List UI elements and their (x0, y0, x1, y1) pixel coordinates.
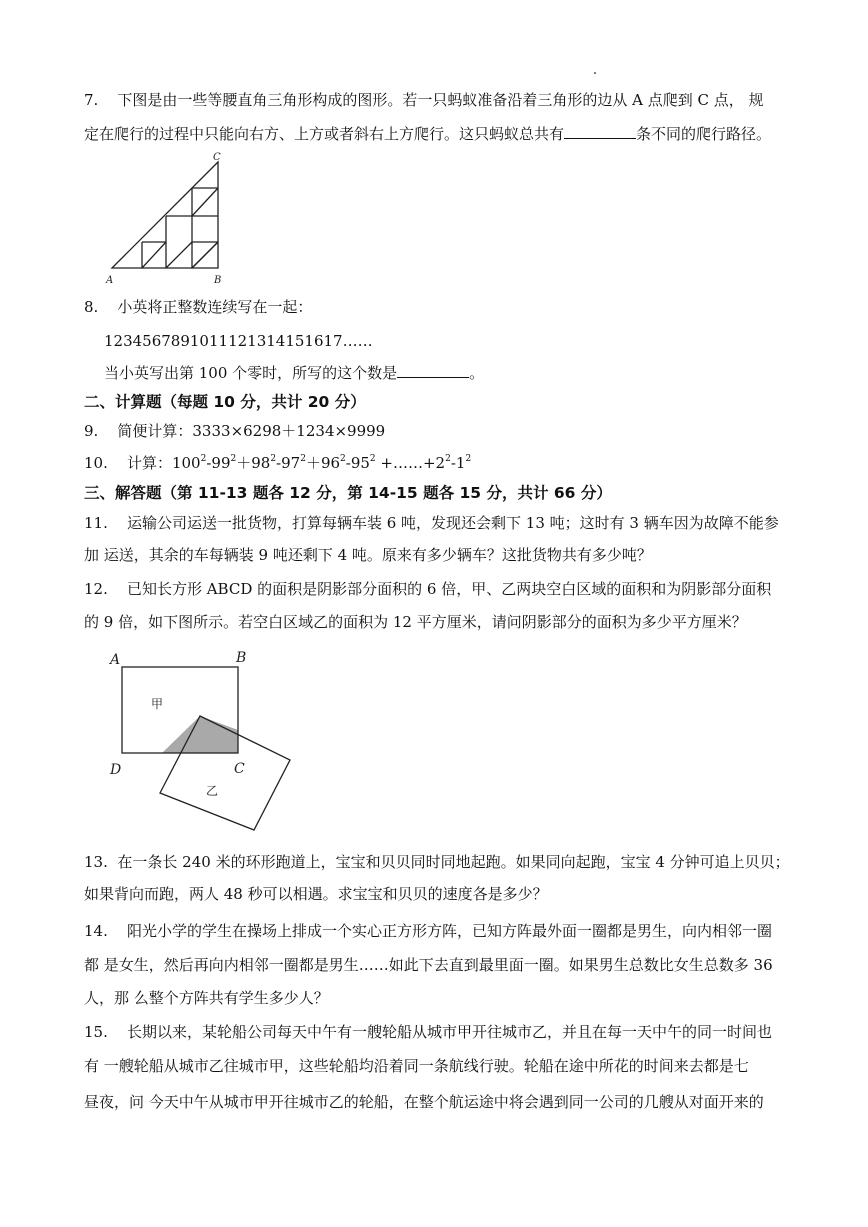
term: -95 (345, 454, 370, 472)
q8-text-line3a: 当小英写出第 100 个零时，所写的这个数是 (104, 364, 398, 382)
q13-line2: 如果背向而跑，两人 48 秒可以相遇。求宝宝和贝贝的速度各是多少？ (84, 885, 548, 903)
term: +……+2 (375, 454, 446, 472)
q14-number: 14. (84, 922, 108, 940)
shaded-region (162, 716, 238, 753)
q12-number: 12. (84, 580, 108, 598)
q12-line1 (84, 579, 771, 599)
outer-triangle (112, 162, 218, 268)
label-c: C (213, 152, 221, 163)
q10-number: 10. (84, 454, 108, 472)
term: ＋98 (236, 454, 271, 472)
q12-line2: 的 9 倍，如下图所示。若空白区域乙的面积为 12 平方厘米，请问阴影部分的面积为多少平方厘米？ (84, 613, 747, 631)
label-b: B (236, 650, 247, 666)
exponent: 2 (230, 454, 237, 464)
q15-number: 15. (84, 1023, 108, 1041)
term: -1 (450, 454, 466, 472)
q8-line2 (104, 331, 373, 351)
q11-text-line1: 运输公司运送一批货物，打算每辆车装 6 吨，发现还会剩下 13 吨；这时有 3 辆车因为故障不能参 (126, 514, 779, 532)
q9-text: 简便计算：3333×6298＋1234×9999 (117, 422, 386, 440)
term: -99 (206, 454, 231, 472)
q7-line2 (84, 124, 771, 144)
q12-text-line1: 已知长方形 ABCD 的面积是阴影部分面积的 6 倍，甲、乙两块空白区域的面积和为阴影部分面积 (126, 580, 772, 598)
exponent: 2 (300, 454, 306, 464)
exponent: 2 (270, 454, 277, 464)
edge (166, 242, 192, 268)
q8-line1 (84, 297, 312, 317)
label-c: C (234, 761, 245, 777)
q15-text-line1: 长期以来，某轮船公司每天中午有一艘轮船从城市甲开往城市乙，并且在每一天中午的同一时间也 (126, 1023, 772, 1041)
scan-dot (594, 72, 596, 74)
q14-text-line1: 阳光小学的学生在操场上排成一个实心正方形方阵，已知方阵最外面一圈都是男生，向内相邻一圈 (126, 922, 772, 940)
exponent: 2 (445, 454, 451, 464)
edge (192, 188, 218, 216)
section2-title: 二、计算题（每题 10 分，共计 20 分） (84, 393, 366, 411)
q8-line3 (104, 363, 484, 383)
q10-prefix: 计算： (126, 454, 172, 472)
q14-line3: 人，那 么整个方阵共有学生多少人？ (84, 989, 329, 1007)
q15-line3: 昼夜，问 今天中午从城市甲开往城市乙的轮船，在整个航运途中将会遇到同一公司的几艘从对面开来的 (84, 1093, 764, 1111)
q7-line1 (84, 90, 764, 110)
q7-text-line2b: 条不同的爬行路径。 (636, 125, 772, 143)
label-d: D (110, 762, 122, 778)
term: -97 (276, 454, 301, 472)
q13-number: 13. (84, 853, 108, 871)
q11-line2: 加 运送，其余的车每辆装 9 吨还剩下 4 吨。原来有多少辆车？这批货物共有多少吨？ (84, 546, 652, 564)
edge (192, 242, 218, 268)
label-a: A (106, 275, 114, 286)
edge (142, 242, 166, 268)
q9-line (84, 421, 385, 441)
q8-number: 8. (84, 298, 99, 316)
term: 100 (171, 454, 201, 472)
q8-answer-blank[interactable] (397, 363, 469, 378)
q11-number: 11. (84, 514, 108, 532)
q15-line1 (84, 1022, 772, 1042)
q13-line1 (84, 852, 790, 872)
section3-title: 三、解答题（第 11-13 题各 12 分，第 14-15 题各 15 分，共计 66 分） (84, 484, 612, 502)
q8-text-line1: 小英将正整数连续写在一起： (117, 298, 313, 316)
q7-triangle-figure (104, 150, 234, 288)
term: ＋96 (305, 454, 341, 472)
label-a: A (110, 652, 121, 668)
label-yi: 乙 (206, 784, 219, 798)
q7-number: 7. (84, 91, 99, 109)
exponent: 2 (369, 454, 376, 464)
label-jia: 甲 (151, 697, 164, 711)
label-b: B (214, 275, 222, 286)
q15-line2: 有 一艘轮船从城市乙往城市甲，这些轮船均沿着同一条航线行驶。轮船在途中所花的时间来去都是七 (84, 1057, 749, 1075)
q8-text-line3b: 。 (469, 364, 485, 382)
exponent: 2 (340, 454, 346, 464)
exponent: 2 (200, 454, 207, 464)
q10-line (84, 453, 471, 473)
exponent: 2 (465, 454, 472, 464)
q9-number: 9. (84, 422, 99, 440)
q13-text-line1: 在一条长 240 米的环形跑道上，宝宝和贝贝同时同地起跑。如果同向起跑，宝宝 4 分钟可追上贝贝； (117, 853, 790, 871)
q11-line1 (84, 513, 779, 533)
q14-line1 (84, 921, 772, 941)
q12-rectangle-figure (104, 642, 304, 832)
q7-text-line2a: 定在爬行的过程中只能向右方、上方或者斜右上方爬行。这只蚂蚁总共有 (84, 125, 565, 143)
q14-line2: 都 是女生，然后再向内相邻一圈都是男生……如此下去直到最里面一圈。如果男生总数比女生总数多 36 (84, 956, 773, 974)
q7-answer-blank[interactable] (564, 124, 636, 139)
q8-digit-string: 1234567891011121314151617…… (104, 332, 373, 350)
q7-text-line1: 下图是由一些等腰直角三角形构成的图形。若一只蚂蚁准备沿着三角形的边从 A 点爬到 C 点， 规 (117, 91, 764, 109)
